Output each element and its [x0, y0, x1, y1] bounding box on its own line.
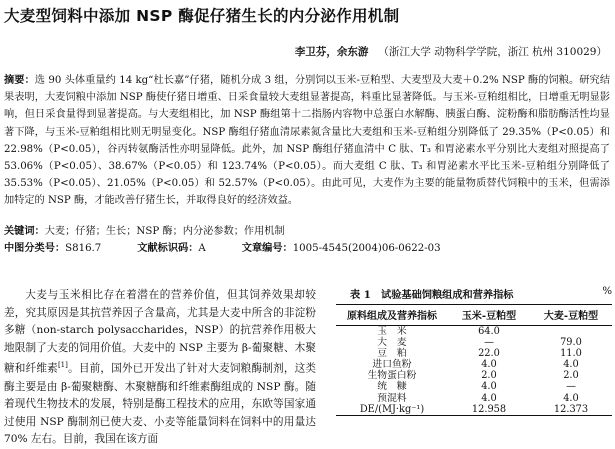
table-row — [336, 348, 612, 359]
body-text-1: 大麦与玉米相比存在着潜在的营养价值，但其饲养效果却较差，究其原因是其抗营养因子含量高，尤其是大麦中所含的非淀粉多糖（non-starch polysaccharides，NSP）的抗营养作用极大地限制了大麦的饲用价值。大麦中的 NSP 主要为 β-葡聚糖、木聚糖和纤维素 — [4, 289, 316, 375]
abstract — [4, 72, 610, 210]
author-names: 李卫芬，余东游 — [294, 46, 369, 58]
table-caption — [350, 286, 612, 301]
doc-code — [137, 239, 205, 254]
author-affiliation: （浙江大学 动物科学学院，浙江 杭州 310029） — [378, 46, 607, 58]
table-cell: 4.0 — [481, 381, 497, 393]
clc-value: S816.7 — [65, 243, 102, 254]
abstract-text: 选 90 头体重量约 14 kg“杜长嘉”仔猪，随机分成 3 组，分别饲以玉米-豆粕型、大麦型及大麦＋0.2% NSP 酶的饲粮。研究结果表明，大麦饲粮中添加 NSP 酶使仔猪日增重、日采食量较大麦组显著提高，料重比显著降低。与玉米-豆粕组相比，日增重无明显影响，但日采食量得到显著提高。与大麦组相比，加 NSP 酶组第十二指肠内容物中总蛋白水解酶、胰蛋白酶、淀粉酶和脂肪酶活性均显著下降，与玉米-豆粕组相比则无明显变化。NSP 酶组仔猪血清尿素氮含量比大麦组和玉米-豆粕组分别降低了 29.35%（P<0.05）和 22.98%（P<0.05），谷丙转氨酶活性亦明显降低。此外，加 NSP 酶组仔猪血清中 C 肽、T₃ 和胃泌素水平分别比大麦组对照提高了 53.06%（P<0.05）、38.67%（P<0.05）和 123.74%（P<0.05）。而大麦组 C 肽、T₃ 和胃泌素水平比玉米-豆粕组分别降低了 35.53%（P<0.05）、21.05%（P<0.05）和 52.57%（P<0.05）。由此可见，大麦作为主要的能量物质替代饲粮中的玉米，但需添加特定的 NSP 酶，才能改善仔猪生长，并取得良好的经济效益。 — [4, 75, 611, 207]
table-row — [336, 393, 612, 404]
table-cell: 22.0 — [478, 348, 500, 360]
table-header-row — [336, 305, 612, 326]
abstract-label: 摘要： — [4, 75, 35, 86]
table-title: 表 1 试验基础饲粮组成和营养指标 — [350, 289, 514, 301]
table-row — [336, 381, 612, 392]
diet-composition-table — [336, 304, 612, 416]
body-paragraph — [4, 287, 316, 449]
table-cell: 玉 米 — [377, 326, 407, 337]
article-number — [242, 239, 441, 254]
table-cell: — — [484, 337, 494, 349]
table-header-cell: 原料组成及营养指标 — [336, 305, 448, 326]
table-cell: 统 糠 — [377, 381, 407, 393]
table-row — [336, 326, 612, 338]
table-cell: 2.0 — [563, 370, 579, 382]
keywords-label: 关键词： — [4, 226, 45, 237]
table-cell: 4.0 — [563, 359, 579, 371]
author-line — [295, 44, 607, 59]
art-value: 1005-4545(2004)06-0622-03 — [292, 243, 441, 254]
table-header-cell: 大麦-豆粕型 — [530, 305, 612, 326]
table-cell: 大 麦 — [377, 337, 407, 349]
body-text-2: 。目前，国外已开发出了针对大麦饲粮酶制剂，这类酶主要是由 β-葡聚糖酶、木聚糖酶和纤维素酶组成的 NSP 酶。随着现代生物技术的发展，特别是酶工程技术的应用，东欧等国家通过使用 NSP 酶制剂已使大麦、小麦等能量饲料在饲料中的用量达 70% 左右。目前，我国在该方面 — [4, 362, 317, 446]
art-label: 文章编号： — [241, 243, 293, 254]
keywords-text: 大麦；仔猪；生长；NSP 酶；内分泌参数；作用机制 — [44, 226, 285, 237]
doc-value: A — [198, 243, 206, 254]
table-row — [336, 359, 612, 370]
table-cell: 4.0 — [563, 392, 579, 404]
doc-label: 文献标识码： — [137, 243, 199, 254]
table-cell: — — [566, 381, 576, 393]
table-cell — [530, 326, 612, 338]
table-cell: 生物蛋白粉 — [367, 370, 417, 382]
citation-ref: [1] — [57, 361, 68, 370]
table-cell: 12.958 — [448, 404, 530, 416]
table-unit: % — [602, 286, 612, 297]
table-row — [336, 337, 612, 348]
clc-label: 中图分类号： — [4, 243, 66, 254]
classification-row — [4, 239, 477, 254]
table-cell: 11.0 — [560, 348, 582, 360]
keywords — [4, 222, 285, 237]
article-title: 大麦型饲料中添加 NSP 酶促仔猪生长的内分泌作用机制 — [4, 7, 400, 25]
table-cell: 预混料 — [377, 392, 407, 404]
table-cell: 4.0 — [481, 392, 497, 404]
clc-number — [4, 239, 101, 254]
table-cell: 64.0 — [478, 326, 500, 337]
table-cell: 12.373 — [530, 404, 612, 416]
table-cell: 进口鱼粉 — [372, 359, 412, 371]
table-row — [336, 370, 612, 381]
table-cell: 79.0 — [560, 337, 582, 349]
table-cell: DE/(MJ·kg⁻¹) — [336, 404, 448, 416]
table-cell: 豆 粕 — [377, 348, 407, 360]
table-row — [336, 404, 612, 416]
table-header-cell: 玉米-豆粕型 — [448, 305, 530, 326]
table-cell: 4.0 — [481, 359, 497, 371]
table-cell: 2.0 — [481, 370, 497, 382]
